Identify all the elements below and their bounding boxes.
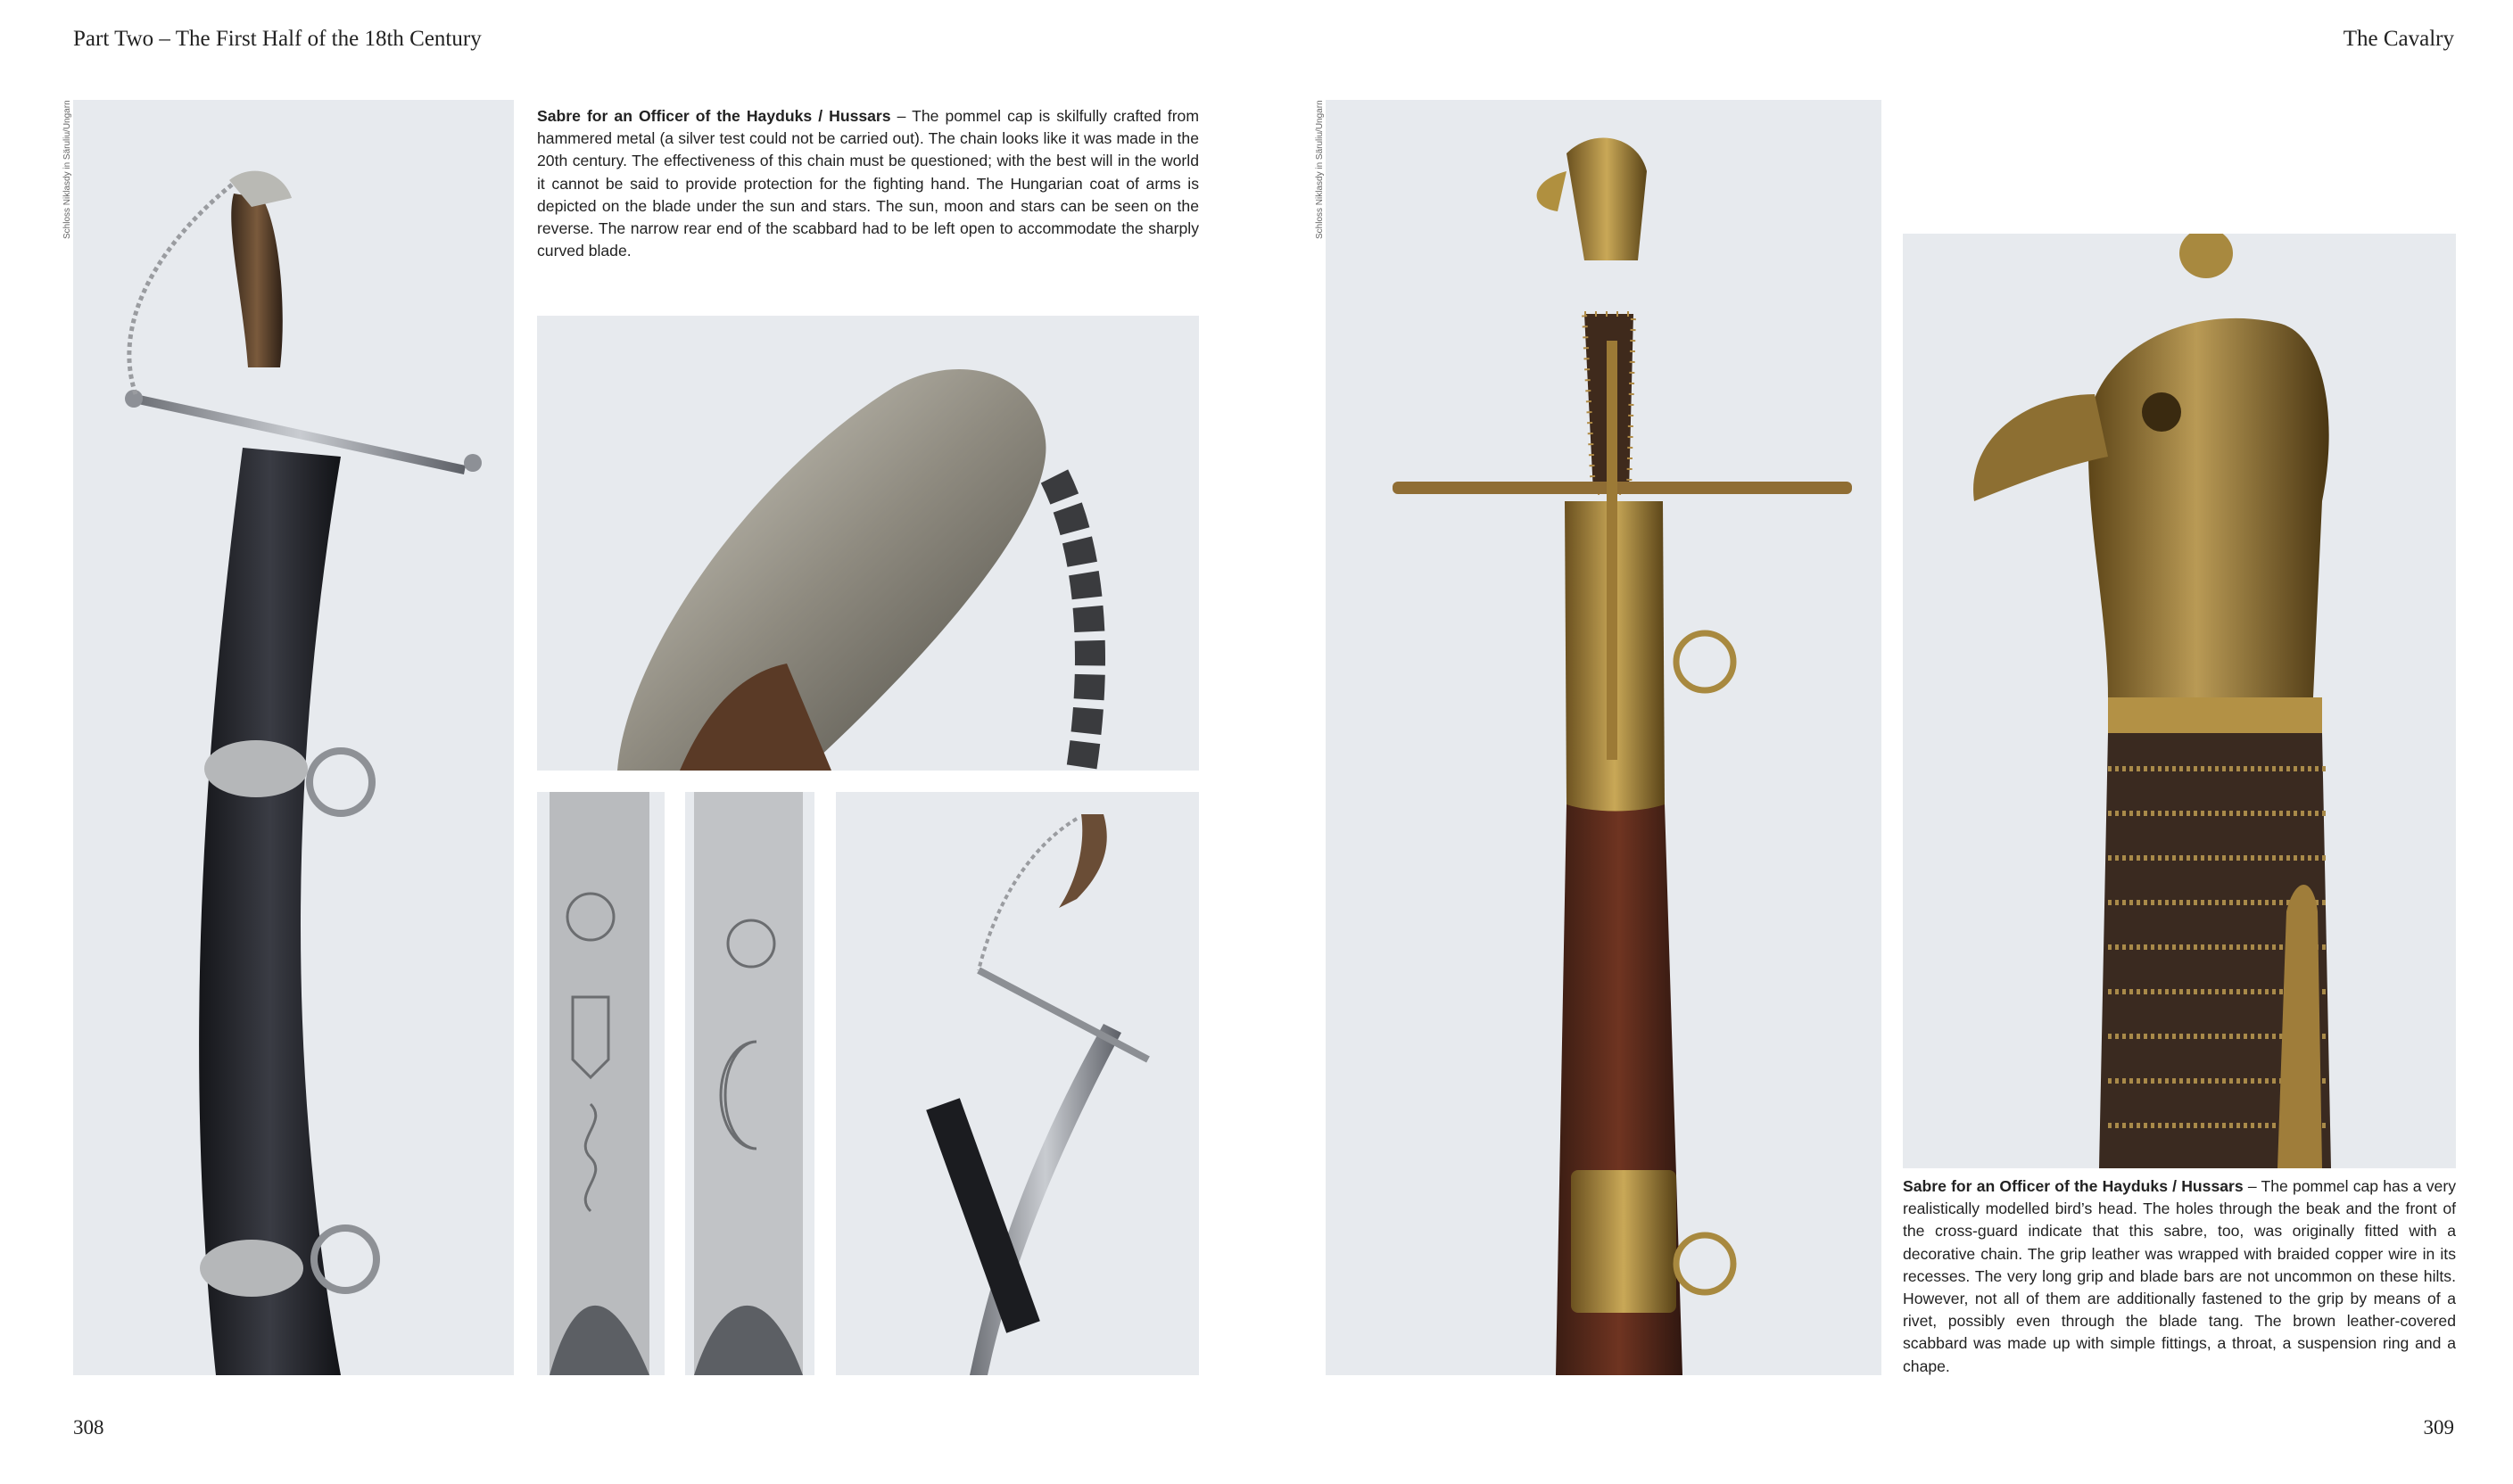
page-number-left: 308: [73, 1416, 104, 1439]
caption-right-body: – The pommel cap has a very realistically modelled bird’s head. The holes through the beak and the front of the cross-guard indicate that this sabre, too, was originally fitted with a decorative chain. The grip leather was wrapped with braided copper wire in its recesses. The very long grip and blade bars are not uncommon on these hilts. However, not all of them are additionally fastened to the grip by means of a rivet, possibly even through the blade tang. The brown leather-covered scabbard was made up with simple fittings, a throat, a suspension ring and a chape.: [1903, 1177, 2456, 1375]
photo-credit-left: Schloss Niklasdy in Säruliu/Ungarn: [62, 100, 72, 239]
photo-eagle-head-closeup: [1903, 234, 2456, 1168]
caption-left: [537, 105, 1199, 262]
caption-left-body: – The pommel cap is skilfully crafted from hammered metal (a silver test could not be carried out). The chain looks like it was made in the 20th century. The effectiveness of this chain must be questioned; with the best will in the world it cannot be said to provide protection for the fighting hand. The Hungarian coat of arms is depicted on the blade under the sun and stars. The sun, moon and stars can be seen on the reverse. The narrow rear end of the scabbard had to be left open to accommodate the sharply curved blade.: [537, 107, 1199, 260]
photo-sabre-in-scabbard: [73, 100, 514, 1375]
page-number-right: 309: [2423, 1416, 2454, 1439]
photo-sabre-drawn: [836, 792, 1199, 1375]
caption-left-title: Sabre for an Officer of the Hayduks / Hussars: [537, 107, 891, 125]
photo-pommel-closeup: [537, 316, 1199, 771]
caption-right: [1903, 1175, 2456, 1378]
caption-right-title: Sabre for an Officer of the Hayduks / Hussars: [1903, 1177, 2244, 1195]
photo-credit-right: Schloss Niklasdy in Säruliu/Ungarn: [1315, 100, 1325, 239]
photo-blade-obverse: [537, 792, 665, 1375]
running-head-right: The Cavalry: [2343, 27, 2454, 51]
photo-blade-reverse: [685, 792, 814, 1375]
photo-eagle-sabre: [1326, 100, 1881, 1375]
running-head-left: Part Two – The First Half of the 18th Century: [73, 27, 482, 51]
